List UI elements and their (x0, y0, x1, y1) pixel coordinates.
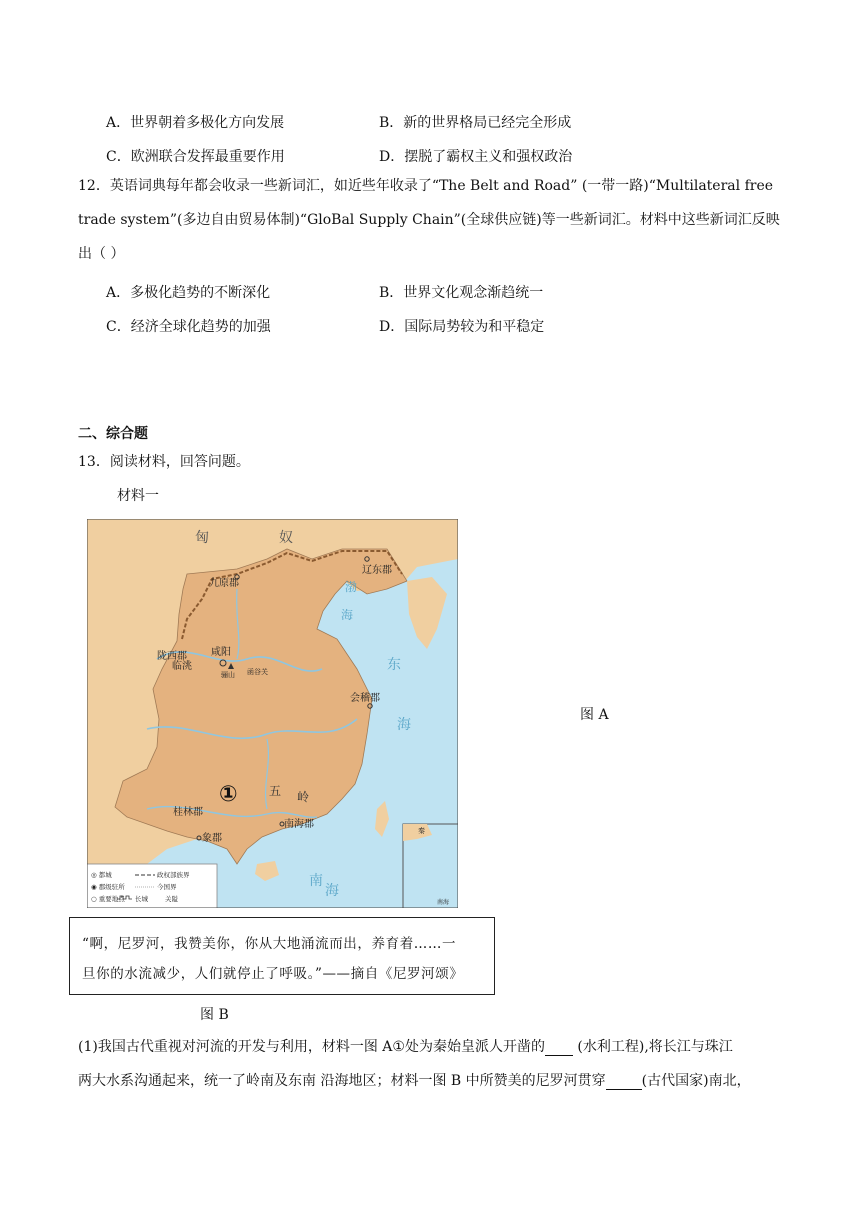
map-label-xianyang: 咸阳 (211, 647, 231, 658)
q12-stem-line1: 12．英语词典每年都会收录一些新词汇，如近些年收录了“The Belt and Road” (一带一路)“Multilateral free (78, 178, 774, 194)
legend-wall: 长城 (135, 895, 148, 903)
legend-place: ○ 重要地点 (91, 895, 125, 903)
q12-option-a: A．多极化趋势的不断深化 (106, 285, 271, 301)
q11-option-d: D．摆脱了霸权主义和强权政治 (379, 149, 573, 165)
map-inset-top-label: 秦 (418, 827, 425, 835)
quote-line-2: 旦你的水流减少，人们就停止了呼吸。”——摘自《尼罗河颂》 (82, 966, 464, 982)
q12-stem-line2: trade system”(多边自由贸易体制)“GloBal Supply Chain”(全球供应链)等一些新词汇。材料中这些新词汇反映 (78, 212, 780, 228)
map-label-jiuyuan: 九原郡 (209, 578, 239, 589)
map-label-lintao: 临洮 (172, 661, 192, 672)
q13-part1-text-a: (1)我国古代重视对河流的开发与利用，材料一图 A①处为秦始皇派人开凿的 (78, 1039, 545, 1055)
map-label-xiongnu-1: 匈 (195, 530, 209, 546)
map-label-bohai-2: 海 (341, 608, 354, 622)
map-label-bohai-1: 渤 (345, 580, 358, 594)
map-label-ling: 岭 (297, 790, 310, 804)
q11-option-b: B．新的世界格局已经完全形成 (379, 115, 572, 131)
quote-line-1: “啊，尼罗河，我赞美你，你从大地涌流而出，养育着……一 (82, 936, 457, 952)
legend-border: 政权部族界 (157, 871, 190, 879)
legend-seat: ◉ 郡级驻所 (91, 883, 125, 891)
q13-part1-text-b: (水利工程),将长江与珠江 (572, 1039, 733, 1055)
q13-part1-text-d: (古代国家)南北， (641, 1073, 751, 1089)
q13-part1-line1 (78, 1036, 733, 1056)
figure-a-label: 图 A (580, 707, 609, 723)
map-label-guilin: 桂林郡 (173, 807, 203, 818)
map-label-xiongnu-2: 奴 (279, 530, 293, 546)
q11-option-a: A．世界朝着多极化方向发展 (106, 115, 285, 131)
answer-blank-1[interactable] (545, 1039, 573, 1056)
legend-pass: 关隘 (165, 895, 178, 903)
map-label-xiang: 象郡 (202, 833, 222, 844)
map-label-hangu: 函谷关 (247, 668, 268, 676)
map-label-lishan: 骊山 (221, 671, 235, 679)
map-inset-bottom-label: 南海 (437, 899, 450, 906)
q13-part1-text-c: 两大水系沟通起来，统一了岭南及东南 沿海地区；材料一图 B 中所赞美的尼罗河贯穿 (78, 1073, 606, 1089)
figure-b-label: 图 B (200, 1007, 229, 1023)
map-label-liaodong: 辽东郡 (362, 565, 392, 576)
map-label-wu: 五 (269, 784, 282, 798)
material1-label: 材料一 (117, 488, 159, 504)
map-marker-1: ① (219, 782, 238, 807)
q12-option-d: D．国际局势较为和平稳定 (379, 319, 545, 335)
q11-option-c: C．欧洲联合发挥最重要作用 (106, 149, 285, 165)
qin-map-figure (87, 519, 458, 908)
map-label-nanhai-2: 海 (325, 883, 339, 899)
map-label-longxi: 陇西郡 (157, 651, 187, 662)
q13-intro: 13．阅读材料，回答问题。 (78, 454, 250, 470)
q12-option-b: B．世界文化观念渐趋统一 (379, 285, 544, 301)
legend-modern: 今国界 (157, 883, 177, 891)
q12-stem-line3: 出（ ） (78, 246, 125, 262)
section-title: 二、综合题 (78, 426, 148, 442)
answer-blank-2[interactable] (606, 1073, 642, 1090)
map-label-kuaiji: 会稽郡 (350, 693, 380, 704)
map-label-nanhai-jun: 南海郡 (284, 819, 314, 830)
nile-quote-box (69, 917, 495, 995)
q13-part1-line2 (78, 1070, 751, 1090)
map-label-donghai-1: 东 (387, 657, 401, 673)
map-label-donghai-2: 海 (397, 717, 411, 733)
map-label-nanhai-1: 南 (309, 873, 323, 889)
legend-capital: ◎ 都城 (91, 871, 112, 879)
q12-option-c: C．经济全球化趋势的加强 (106, 319, 271, 335)
